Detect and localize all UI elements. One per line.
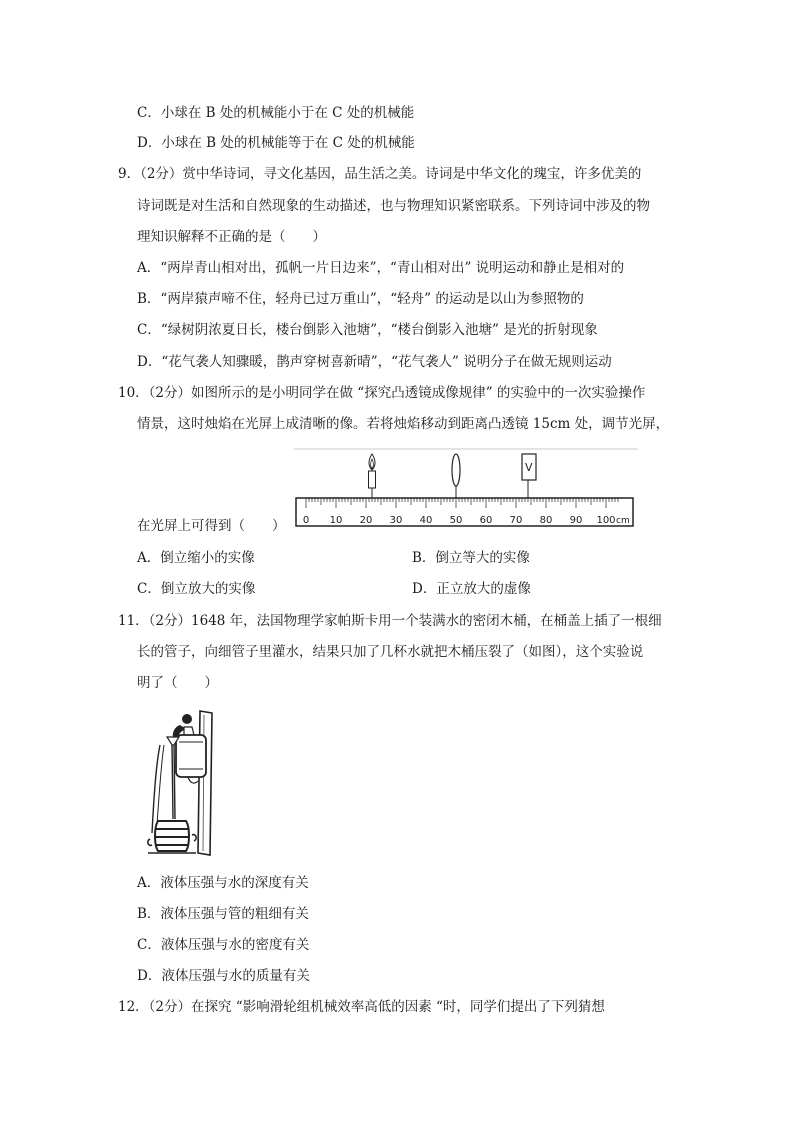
light-screen [522,454,536,498]
q9-stem-line-1: 9．（2分）赏中华诗词，寻文化基因，品生活之美。诗词是中华文化的瑰宝，许多优美的 [118,166,642,182]
q11-option-a: A．液体压强与水的深度有关 [137,875,309,891]
ruler-tick-label: 30 [389,515,403,526]
ruler-tick-label: 50 [449,515,463,526]
q11-option-d: D．液体压强与水的质量有关 [137,968,310,984]
q8-option-d: D．小球在 B 处的机械能等于在 C 处的机械能 [137,135,415,151]
optical-bench-figure [290,446,640,532]
ruler-tick-label: 40 [419,515,433,526]
ruler-tick-label: 100 [596,515,616,526]
q11-option-b: B．液体压强与管的粗细有关 [137,906,309,922]
q10-option-c: C．倒立放大的实像 [137,581,256,597]
convex-lens [452,454,460,498]
q10-stem-line-2: 情景，这时烛焰在光屏上成清晰的像。若将烛焰移动到距离凸透镜 15cm 处，调节光屏， [137,416,670,432]
ruler-tick-label: 80 [539,515,553,526]
q12-stem-line-1: 12．（2分）在探究 “影响滑轮组机械效率高低的因素 “时，同学们提出了下列猜想 [118,999,605,1015]
q10-option-a: A．倒立缩小的实像 [137,550,255,566]
q8-option-c: C．小球在 B 处的机械能小于在 C 处的机械能 [137,105,415,121]
q9-option-b: B．“两岸猿声啼不住，轻舟已过万重山”，“轻舟” 的运动是以山为参照物的 [137,291,584,307]
q10-option-b: B．倒立等大的实像 [412,550,530,566]
q11-stem-line-2: 长的管子，向细管子里灌水，结果只加了几杯水就把木桶压裂了（如图），这个实验说 [137,644,644,660]
q11-stem-line-1: 11．（2分）1648 年，法国物理学家帕斯卡用一个装满水的密闭木桶，在桶盖上插了一根细 [118,613,662,629]
ruler-tick-label: 20 [359,515,373,526]
q10-stem-line-3: 在光屏上可得到（ ） [137,518,286,534]
ruler-tick-label: 10 [329,515,343,526]
q10-stem-line-1: 10．（2分）如图所示的是小明同学在做 “探究凸透镜成像规律” 的实验中的一次实验操作 [118,385,646,401]
q9-option-c: C．“绿树阴浓夏日长，楼台倒影入池塘”，“楼台倒影入池塘” 是光的折射现象 [137,322,598,338]
q9-option-d: D．“花气袭人知骤暖，鹊声穿树喜新晴”，“花气袭人” 说明分子在做无规则运动 [137,354,612,370]
svg-text:V: V [525,461,533,474]
q10-option-d: D．正立放大的虚像 [412,581,531,597]
ruler-tick-label: 70 [509,515,523,526]
q9-stem-line-2: 诗词既是对生活和自然现象的生动描述，也与物理知识紧密联系。下列诗词中涉及的物 [137,198,650,214]
ruler-unit-label: cm [616,516,630,526]
ruler-tick-label: 0 [302,515,310,526]
pascal-barrel-figure [140,705,220,857]
q9-option-a: A．“两岸青山相对出，孤帆一片日边来”，“青山相对出” 说明运动和静止是相对的 [137,260,625,276]
ruler-tick-label: 60 [479,515,493,526]
q11-option-c: C．液体压强与水的密度有关 [137,937,310,953]
q11-stem-line-3: 明了（ ） [137,675,218,691]
ruler-tick-label: 90 [569,515,583,526]
q9-stem-line-3: 理知识解释不正确的是（ ） [137,229,326,245]
candle [369,454,376,498]
